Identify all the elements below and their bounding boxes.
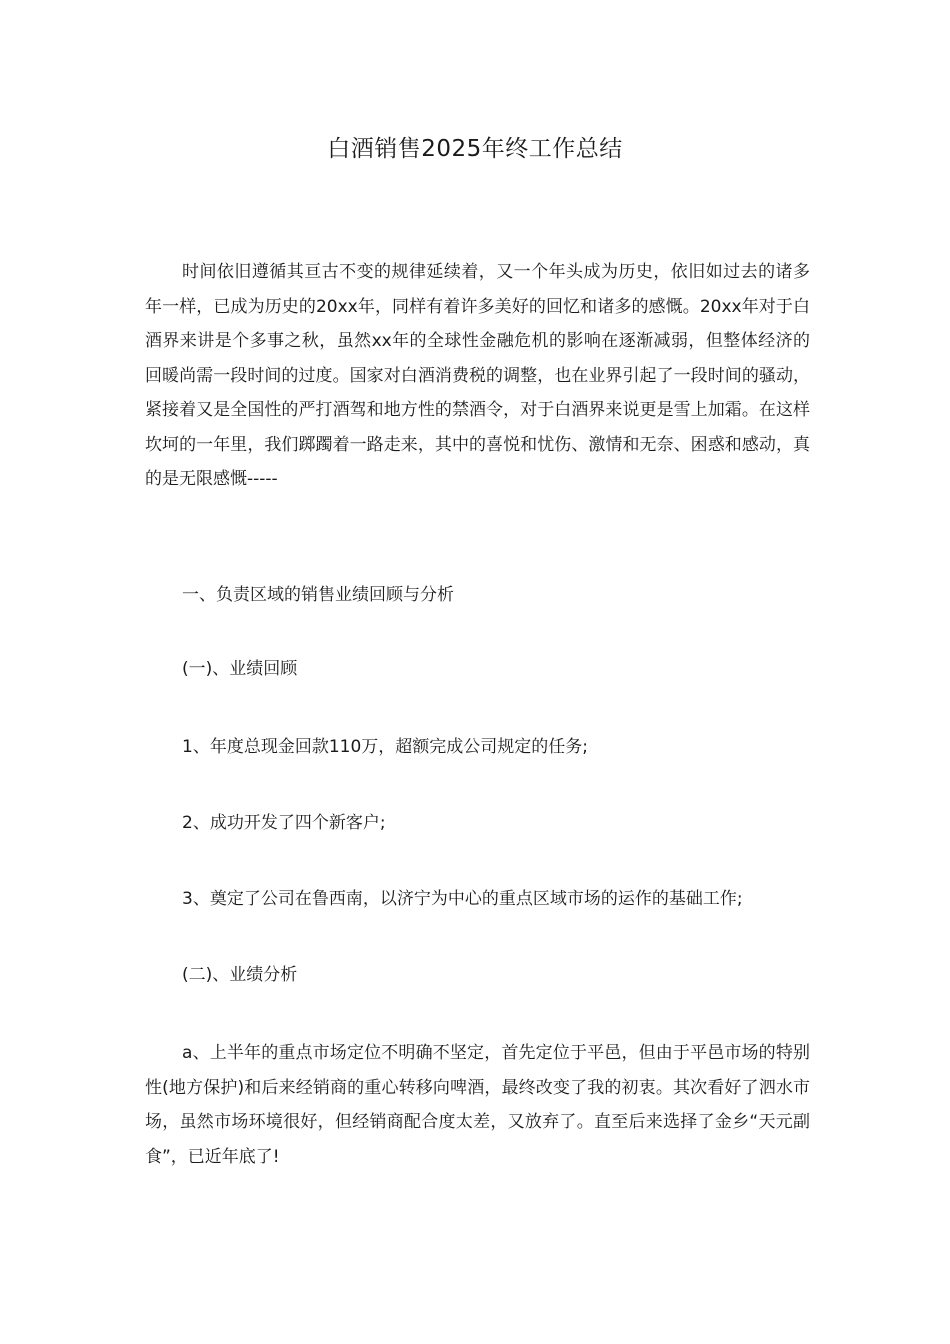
list-item: 1、年度总现金回款110万，超额完成公司规定的任务; (182, 737, 588, 757)
document-title: 白酒销售2025年终工作总结 (327, 136, 623, 162)
list-item: 3、奠定了公司在鲁西南，以济宁为中心的重点区域市场的运作的基础工作; (182, 889, 743, 909)
section-heading: 一、负责区域的销售业绩回顾与分析 (182, 585, 454, 605)
intro-paragraph: 时间依旧遵循其亘古不变的规律延续着，又一个年头成为历史，依旧如过去的诸多年一样，已成为历史的20xx年，同样有着许多美好的回忆和诸多的感慨。20xx年对于白酒界来讲是个多事之秋，虽然xx年的全球性金融危机的影响在逐渐减弱，但整体经济的回暖尚需一段时间的过度。国家对白酒消费税的调整，也在业界引起了一段时间的骚动，紧接着又是全国性的严打酒驾和地方性的禁酒令，对于白酒界来说更是雪上加霜。在这样坎坷的一年里，我们踯躅着一路走来，其中的喜悦和忧伤、激情和无奈、困惑和感动，真的是无限感慨----- (145, 262, 810, 489)
subsection-heading: (一)、业绩回顾 (182, 659, 298, 679)
list-item: 2、成功开发了四个新客户; (182, 813, 386, 833)
analysis-paragraph: a、上半年的重点市场定位不明确不坚定，首先定位于平邑，但由于平邑市场的特别性(地方保护)和后来经销商的重心转移向啤酒，最终改变了我的初衷。其次看好了泗水市场，虽然市场环境很好，但经销商配合度太差，又放弃了。直至后来选择了金乡“天元副食”，已近年底了! (145, 1043, 810, 1167)
subsection-heading: (二)、业绩分析 (182, 965, 298, 985)
